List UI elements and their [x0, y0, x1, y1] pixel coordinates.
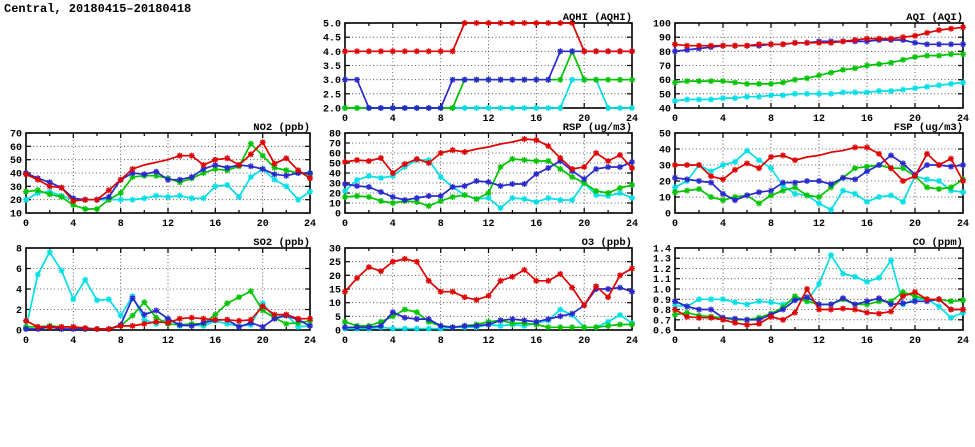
svg-text:40: 40	[658, 145, 671, 157]
svg-text:4: 4	[719, 219, 727, 229]
svg-text:3.5: 3.5	[322, 62, 341, 73]
svg-text:0: 0	[15, 326, 22, 338]
svg-text:30: 30	[658, 161, 671, 173]
svg-text:24: 24	[956, 219, 969, 229]
chart-o3	[319, 235, 638, 346]
svg-text:70: 70	[328, 139, 341, 151]
svg-text:16: 16	[530, 114, 543, 124]
svg-text:1.1: 1.1	[652, 275, 671, 287]
svg-text:8: 8	[117, 336, 124, 346]
svg-text:16: 16	[209, 336, 222, 346]
so2-plot	[0, 235, 316, 346]
chart-fsp	[649, 120, 969, 229]
svg-text:24: 24	[303, 336, 316, 346]
svg-text:1.4: 1.4	[652, 244, 671, 256]
chart-co	[649, 235, 969, 346]
svg-text:4: 4	[15, 285, 22, 297]
svg-text:0: 0	[334, 326, 341, 338]
svg-text:O3 (ppb): O3 (ppb)	[581, 237, 632, 249]
svg-text:4.0: 4.0	[322, 47, 341, 59]
svg-text:12: 12	[161, 336, 175, 346]
svg-text:8: 8	[767, 114, 775, 124]
svg-text:4: 4	[389, 219, 396, 229]
svg-text:30: 30	[9, 182, 22, 194]
svg-text:16: 16	[860, 114, 874, 124]
svg-text:5.0: 5.0	[322, 19, 341, 31]
chart-aqi	[649, 10, 969, 124]
svg-text:12: 12	[161, 219, 175, 229]
svg-text:8: 8	[767, 336, 775, 346]
svg-text:20: 20	[908, 114, 922, 124]
svg-text:0: 0	[671, 219, 679, 229]
svg-text:16: 16	[209, 219, 222, 229]
svg-text:24: 24	[303, 219, 316, 229]
svg-text:4: 4	[70, 336, 77, 346]
svg-text:AQI (AQI): AQI (AQI)	[906, 12, 963, 24]
svg-text:4: 4	[389, 114, 396, 124]
svg-text:RSP (ug/m3): RSP (ug/m3)	[562, 122, 632, 134]
svg-text:15: 15	[328, 285, 341, 297]
svg-text:4: 4	[719, 114, 727, 124]
svg-text:0.7: 0.7	[652, 316, 671, 328]
svg-text:1.0: 1.0	[652, 285, 671, 297]
aqi-plot	[649, 10, 969, 124]
svg-text:24: 24	[625, 114, 638, 124]
svg-text:10: 10	[328, 199, 341, 211]
svg-text:2.5: 2.5	[322, 90, 341, 102]
chart-no2	[0, 120, 316, 229]
svg-text:70: 70	[9, 129, 22, 141]
svg-text:25: 25	[328, 258, 341, 270]
svg-text:24: 24	[956, 336, 969, 346]
svg-text:10: 10	[658, 193, 671, 205]
svg-text:0: 0	[664, 209, 671, 221]
svg-text:0.8: 0.8	[652, 306, 671, 317]
svg-text:8: 8	[117, 219, 124, 229]
svg-text:8: 8	[437, 219, 444, 229]
svg-text:20: 20	[578, 219, 591, 229]
svg-text:90: 90	[658, 33, 671, 45]
svg-text:20: 20	[658, 177, 671, 189]
svg-text:24: 24	[625, 219, 638, 229]
svg-text:50: 50	[9, 156, 22, 168]
co-plot	[649, 235, 969, 346]
svg-text:1.3: 1.3	[652, 254, 671, 266]
svg-text:30: 30	[328, 244, 341, 256]
svg-text:12: 12	[482, 114, 495, 124]
svg-text:0: 0	[22, 336, 30, 346]
fsp-plot	[649, 120, 969, 229]
svg-text:12: 12	[812, 219, 826, 229]
svg-text:2.0: 2.0	[322, 104, 341, 116]
svg-text:4: 4	[389, 336, 396, 346]
svg-text:8: 8	[437, 114, 444, 124]
svg-text:0: 0	[341, 114, 349, 124]
chart-aqhi	[319, 10, 638, 124]
svg-text:8: 8	[767, 219, 775, 229]
svg-text:20: 20	[256, 336, 269, 346]
svg-text:24: 24	[625, 336, 638, 346]
svg-text:1.2: 1.2	[652, 265, 671, 276]
svg-text:12: 12	[812, 336, 826, 346]
svg-text:100: 100	[652, 19, 671, 31]
svg-text:50: 50	[658, 90, 671, 102]
svg-text:20: 20	[578, 336, 591, 346]
svg-text:20: 20	[578, 114, 591, 124]
svg-text:40: 40	[9, 169, 22, 181]
svg-text:60: 60	[658, 76, 671, 88]
svg-text:6: 6	[15, 265, 22, 276]
svg-text:20: 20	[9, 196, 22, 208]
svg-text:16: 16	[860, 336, 874, 346]
svg-text:80: 80	[328, 129, 341, 141]
svg-text:0: 0	[334, 209, 341, 221]
o3-plot	[319, 235, 638, 346]
svg-text:20: 20	[908, 336, 922, 346]
svg-text:0: 0	[671, 336, 679, 346]
svg-text:16: 16	[860, 219, 874, 229]
svg-text:40: 40	[658, 104, 671, 116]
page-title: Central, 20180415–20180418	[4, 2, 192, 16]
svg-text:16: 16	[530, 219, 543, 229]
svg-text:20: 20	[256, 219, 269, 229]
svg-text:3.0: 3.0	[322, 76, 341, 88]
svg-text:10: 10	[9, 209, 22, 221]
svg-text:70: 70	[658, 62, 671, 73]
svg-text:0: 0	[341, 219, 349, 229]
svg-text:12: 12	[482, 219, 495, 229]
svg-text:CO (ppm): CO (ppm)	[912, 237, 963, 249]
svg-text:4: 4	[70, 219, 77, 229]
svg-text:24: 24	[956, 114, 969, 124]
svg-text:16: 16	[530, 336, 543, 346]
svg-text:8: 8	[437, 336, 444, 346]
svg-text:0: 0	[22, 219, 30, 229]
svg-text:50: 50	[658, 129, 671, 141]
svg-text:10: 10	[328, 299, 341, 311]
svg-text:SO2 (ppb): SO2 (ppb)	[253, 237, 310, 249]
svg-text:4: 4	[719, 336, 727, 346]
svg-text:2: 2	[15, 306, 22, 317]
svg-text:12: 12	[482, 336, 495, 346]
svg-text:60: 60	[328, 149, 341, 161]
chart-so2	[0, 235, 316, 346]
svg-text:20: 20	[908, 219, 922, 229]
svg-text:0.6: 0.6	[652, 326, 671, 338]
svg-text:0: 0	[341, 336, 349, 346]
svg-text:0: 0	[671, 114, 679, 124]
svg-text:0.9: 0.9	[652, 295, 671, 307]
chart-rsp	[319, 120, 638, 229]
svg-text:5: 5	[334, 312, 341, 324]
aqhi-plot	[319, 10, 638, 124]
svg-text:20: 20	[328, 189, 341, 201]
svg-text:30: 30	[328, 179, 341, 191]
svg-text:FSP (ug/m3): FSP (ug/m3)	[893, 122, 963, 134]
svg-text:80: 80	[658, 47, 671, 59]
svg-text:12: 12	[812, 114, 826, 124]
svg-text:4.5: 4.5	[322, 33, 341, 45]
svg-text:50: 50	[328, 159, 341, 171]
rsp-plot	[319, 120, 638, 229]
svg-text:AQHI (AQHI): AQHI (AQHI)	[562, 12, 632, 24]
svg-text:NO2 (ppb): NO2 (ppb)	[253, 122, 310, 134]
no2-plot	[0, 120, 316, 229]
svg-text:60: 60	[9, 142, 22, 154]
svg-text:8: 8	[15, 244, 22, 256]
svg-text:40: 40	[328, 169, 341, 181]
svg-text:20: 20	[328, 271, 341, 283]
